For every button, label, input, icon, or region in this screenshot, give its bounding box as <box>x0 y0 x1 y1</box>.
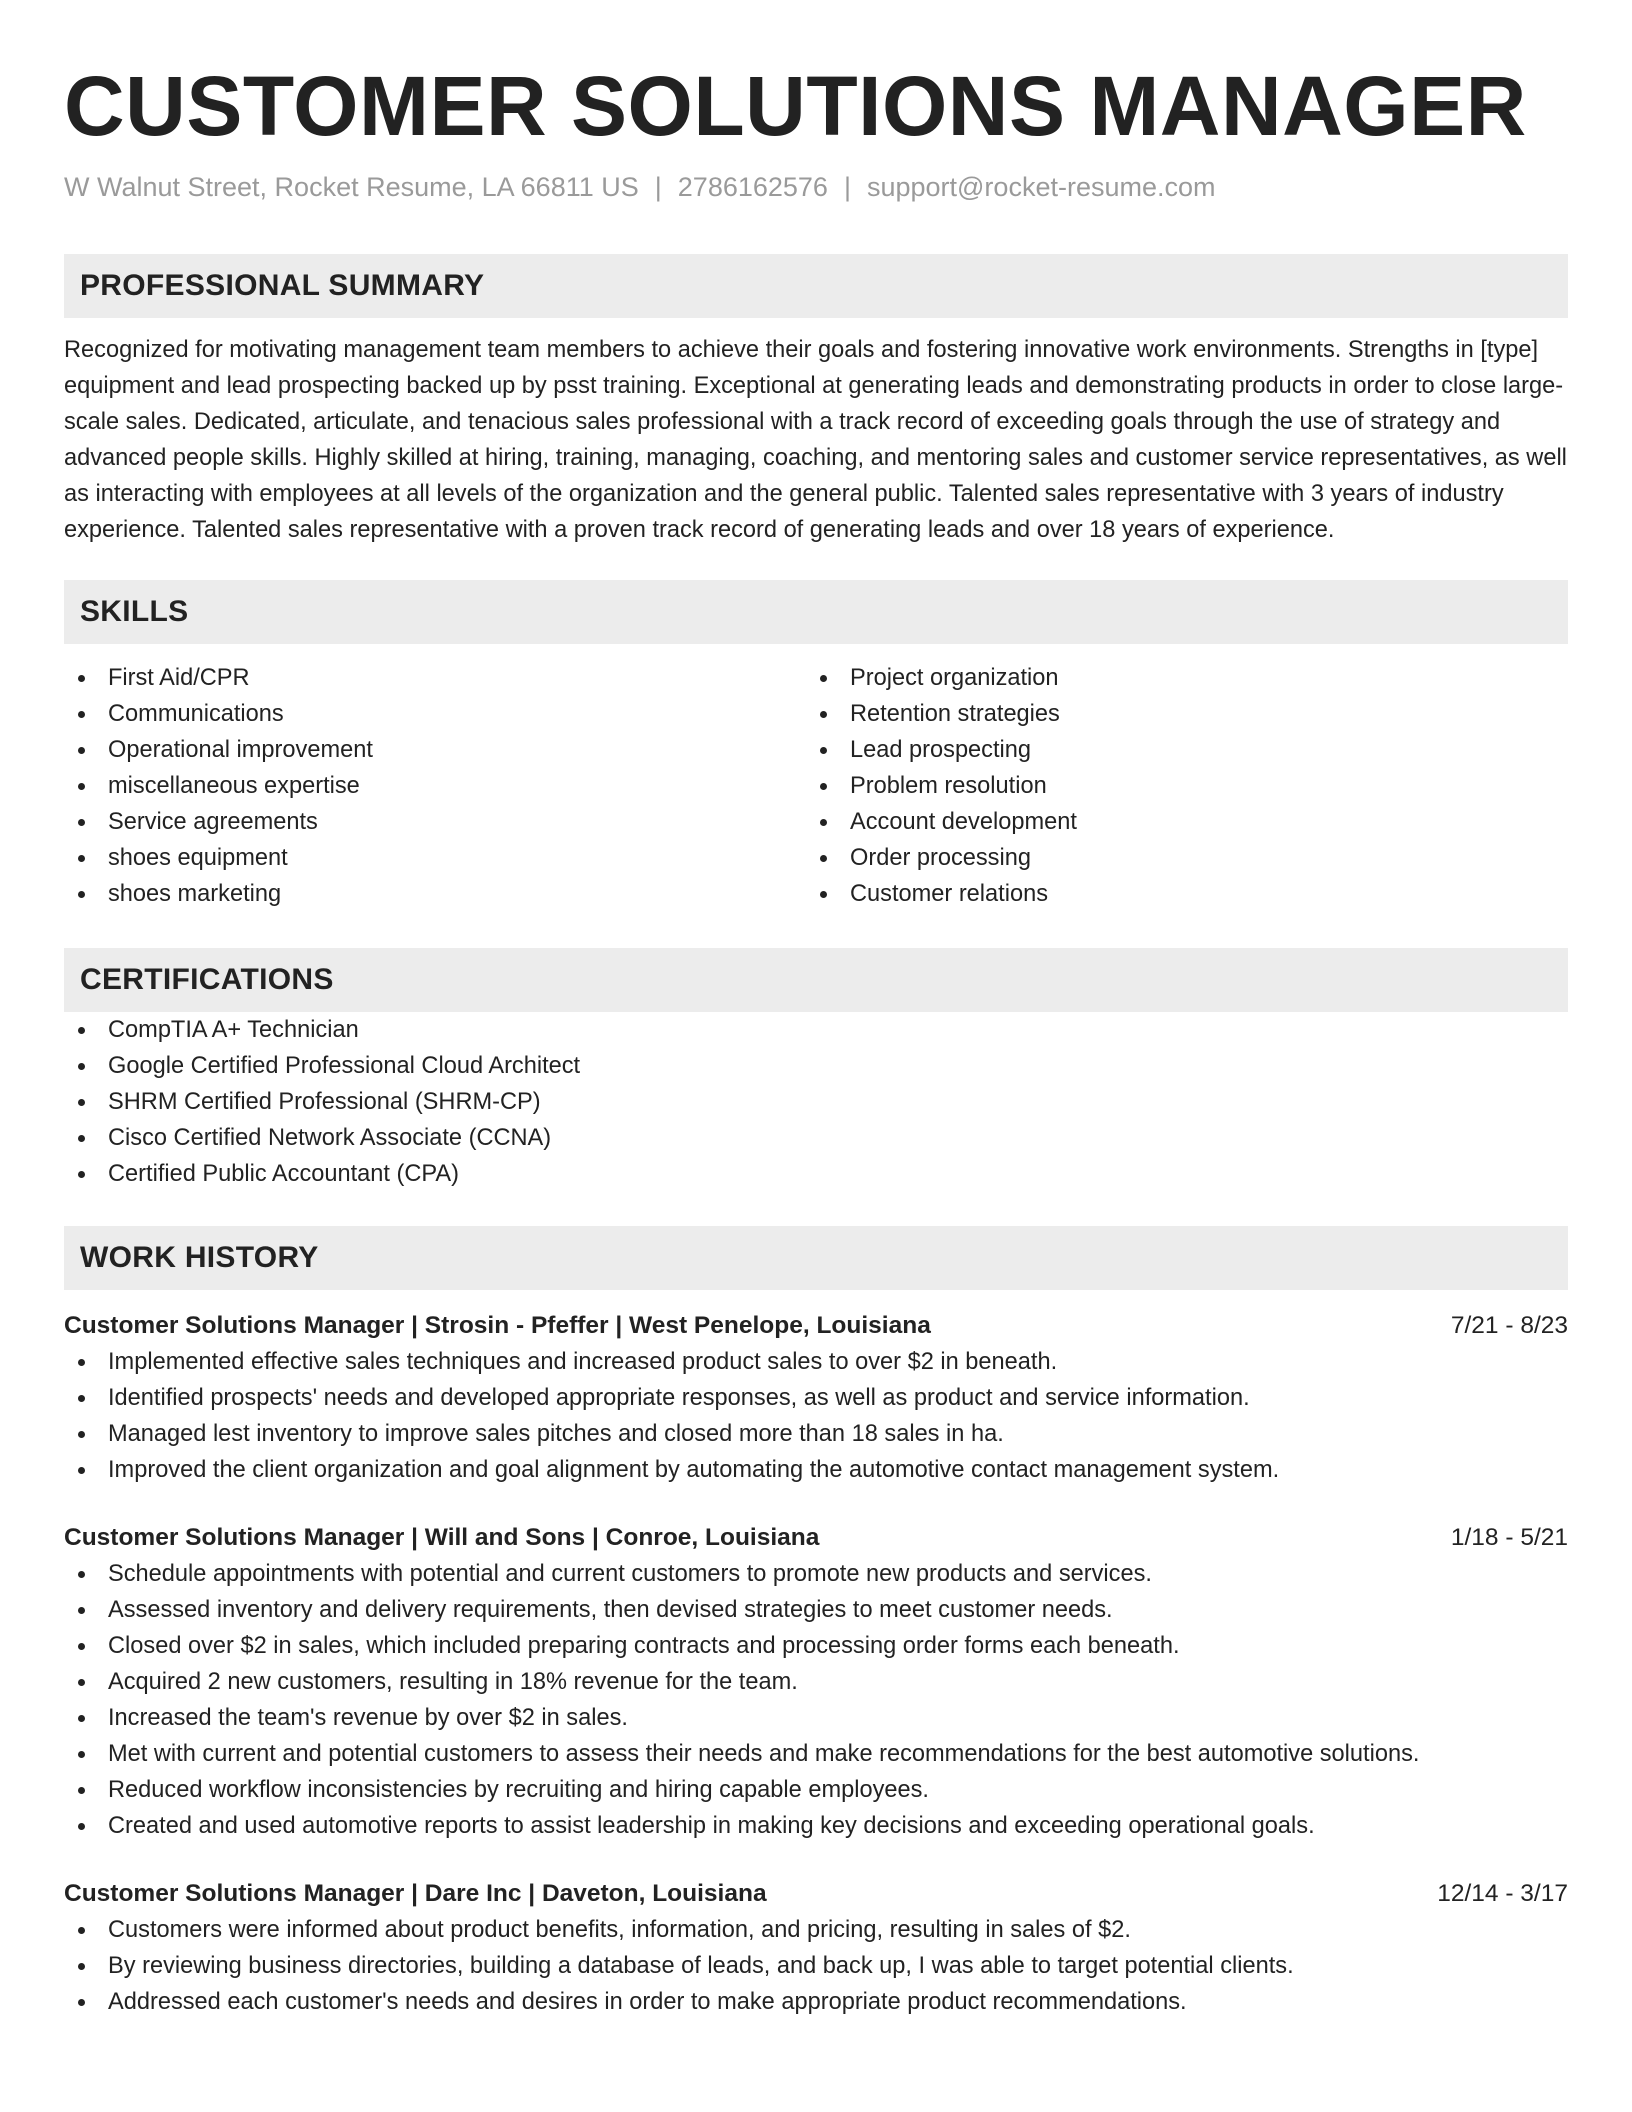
job-bullet: Assessed inventory and delivery requirements, then devised strategies to meet customer needs. <box>64 1592 1568 1628</box>
job-bullet: Implemented effective sales techniques and increased product sales to over $2 in beneath. <box>64 1344 1568 1380</box>
job-bullet: By reviewing business directories, building a database of leads, and back up, I was able to target potential clients. <box>64 1948 1568 1984</box>
contact-line <box>64 170 1568 204</box>
certifications-list <box>64 1012 1568 1192</box>
job-bullet: Created and used automotive reports to assist leadership in making key decisions and exceeding operational goals. <box>64 1808 1568 1844</box>
contact-separator: | <box>843 172 851 202</box>
job-bullet: Improved the client organization and goal alignment by automating the automotive contact management system. <box>64 1452 1568 1488</box>
certifications-section-header: CERTIFICATIONS <box>64 948 1568 1012</box>
skill-item: Operational improvement <box>64 732 806 768</box>
skill-item: Problem resolution <box>806 768 1548 804</box>
contact-separator: | <box>654 172 662 202</box>
skills-column-right <box>806 660 1548 912</box>
job-entry <box>64 1876 1568 2020</box>
certification-item: Certified Public Accountant (CPA) <box>64 1156 1568 1192</box>
contact-phone: 2786162576 <box>677 172 828 202</box>
certification-item: Cisco Certified Network Associate (CCNA) <box>64 1120 1568 1156</box>
job-bullets <box>64 1344 1568 1488</box>
skill-item: Lead prospecting <box>806 732 1548 768</box>
skill-item: Customer relations <box>806 876 1548 912</box>
job-bullet: Reduced workflow inconsistencies by recruiting and hiring capable employees. <box>64 1772 1568 1808</box>
job-header <box>64 1876 1568 1912</box>
job-bullet: Closed over $2 in sales, which included preparing contracts and processing order forms each beneath. <box>64 1628 1568 1664</box>
job-title: Customer Solutions Manager | Will and Sons | Conroe, Louisiana <box>64 1524 820 1551</box>
job-bullet: Acquired 2 new customers, resulting in 18% revenue for the team. <box>64 1664 1568 1700</box>
skill-item: Retention strategies <box>806 696 1548 732</box>
job-title: Customer Solutions Manager | Strosin - Pfeffer | West Penelope, Louisiana <box>64 1312 931 1339</box>
skill-item: Project organization <box>806 660 1548 696</box>
job-header <box>64 1520 1568 1556</box>
job-bullet: Increased the team's revenue by over $2 in sales. <box>64 1700 1568 1736</box>
job-title: Customer Solutions Manager | Dare Inc | Daveton, Louisiana <box>64 1880 767 1907</box>
skills-list <box>64 660 1568 912</box>
job-bullet: Customers were informed about product benefits, information, and pricing, resulting in sales of $2. <box>64 1912 1568 1948</box>
contact-email: support@rocket-resume.com <box>866 172 1216 202</box>
summary-text: Recognized for motivating management team members to achieve their goals and fostering innovative work environments. Strengths in [type] equipment and lead prospecting backed up by psst training. Exceptional at generating leads and demonstrating products in order to close large-scale sales. Dedicated, articulate, and tenacious sales professional with a track record of exceeding goals through the use of strategy and advanced people skills. Highly skilled at hiring, training, managing, coaching, and mentoring sales and customer service representatives, as well as interacting with employees at all levels of the organization and the general public. Talented sales representative with 3 years of industry experience. Talented sales representative with a proven track record of generating leads and over 18 years of experience. <box>64 337 1567 543</box>
summary-section-header: PROFESSIONAL SUMMARY <box>64 254 1568 318</box>
certification-item: Google Certified Professional Cloud Architect <box>64 1048 1568 1084</box>
skill-item: Order processing <box>806 840 1548 876</box>
job-entry <box>64 1308 1568 1488</box>
certification-item: SHRM Certified Professional (SHRM-CP) <box>64 1084 1568 1120</box>
certification-item: CompTIA A+ Technician <box>64 1012 1568 1048</box>
job-bullet: Met with current and potential customers to assess their needs and make recommendations for the best automotive solutions. <box>64 1736 1568 1772</box>
skill-item: shoes marketing <box>64 876 806 912</box>
job-header <box>64 1308 1568 1344</box>
candidate-name: CUSTOMER SOLUTIONS MANAGER <box>64 59 1527 153</box>
skill-item: Communications <box>64 696 806 732</box>
job-bullets <box>64 1912 1568 2020</box>
skill-item: Service agreements <box>64 804 806 840</box>
job-entry <box>64 1520 1568 1844</box>
skills-list-right <box>806 660 1548 912</box>
work-history-section-header: WORK HISTORY <box>64 1226 1568 1290</box>
job-bullet: Managed lest inventory to improve sales pitches and closed more than 18 sales in ha. <box>64 1416 1568 1452</box>
job-bullet: Identified prospects' needs and developed appropriate responses, as well as product and service information. <box>64 1380 1568 1416</box>
job-dates: 7/21 - 8/23 <box>1450 1312 1568 1339</box>
skill-item: miscellaneous expertise <box>64 768 806 804</box>
skill-item: First Aid/CPR <box>64 660 806 696</box>
job-dates: 1/18 - 5/21 <box>1450 1524 1568 1551</box>
resume-page <box>64 0 1568 2020</box>
skill-item: Account development <box>806 804 1548 840</box>
job-bullet: Schedule appointments with potential and current customers to promote new products and services. <box>64 1556 1568 1592</box>
skills-list-left <box>64 660 806 912</box>
job-dates: 12/14 - 3/17 <box>1437 1880 1568 1907</box>
skills-section-header: SKILLS <box>64 580 1568 644</box>
contact-address: W Walnut Street, Rocket Resume, LA 66811 US <box>64 172 639 202</box>
skills-column-left <box>64 660 806 912</box>
skill-item: shoes equipment <box>64 840 806 876</box>
job-bullet: Addressed each customer's needs and desires in order to make appropriate product recommendations. <box>64 1984 1568 2020</box>
job-bullets <box>64 1556 1568 1844</box>
